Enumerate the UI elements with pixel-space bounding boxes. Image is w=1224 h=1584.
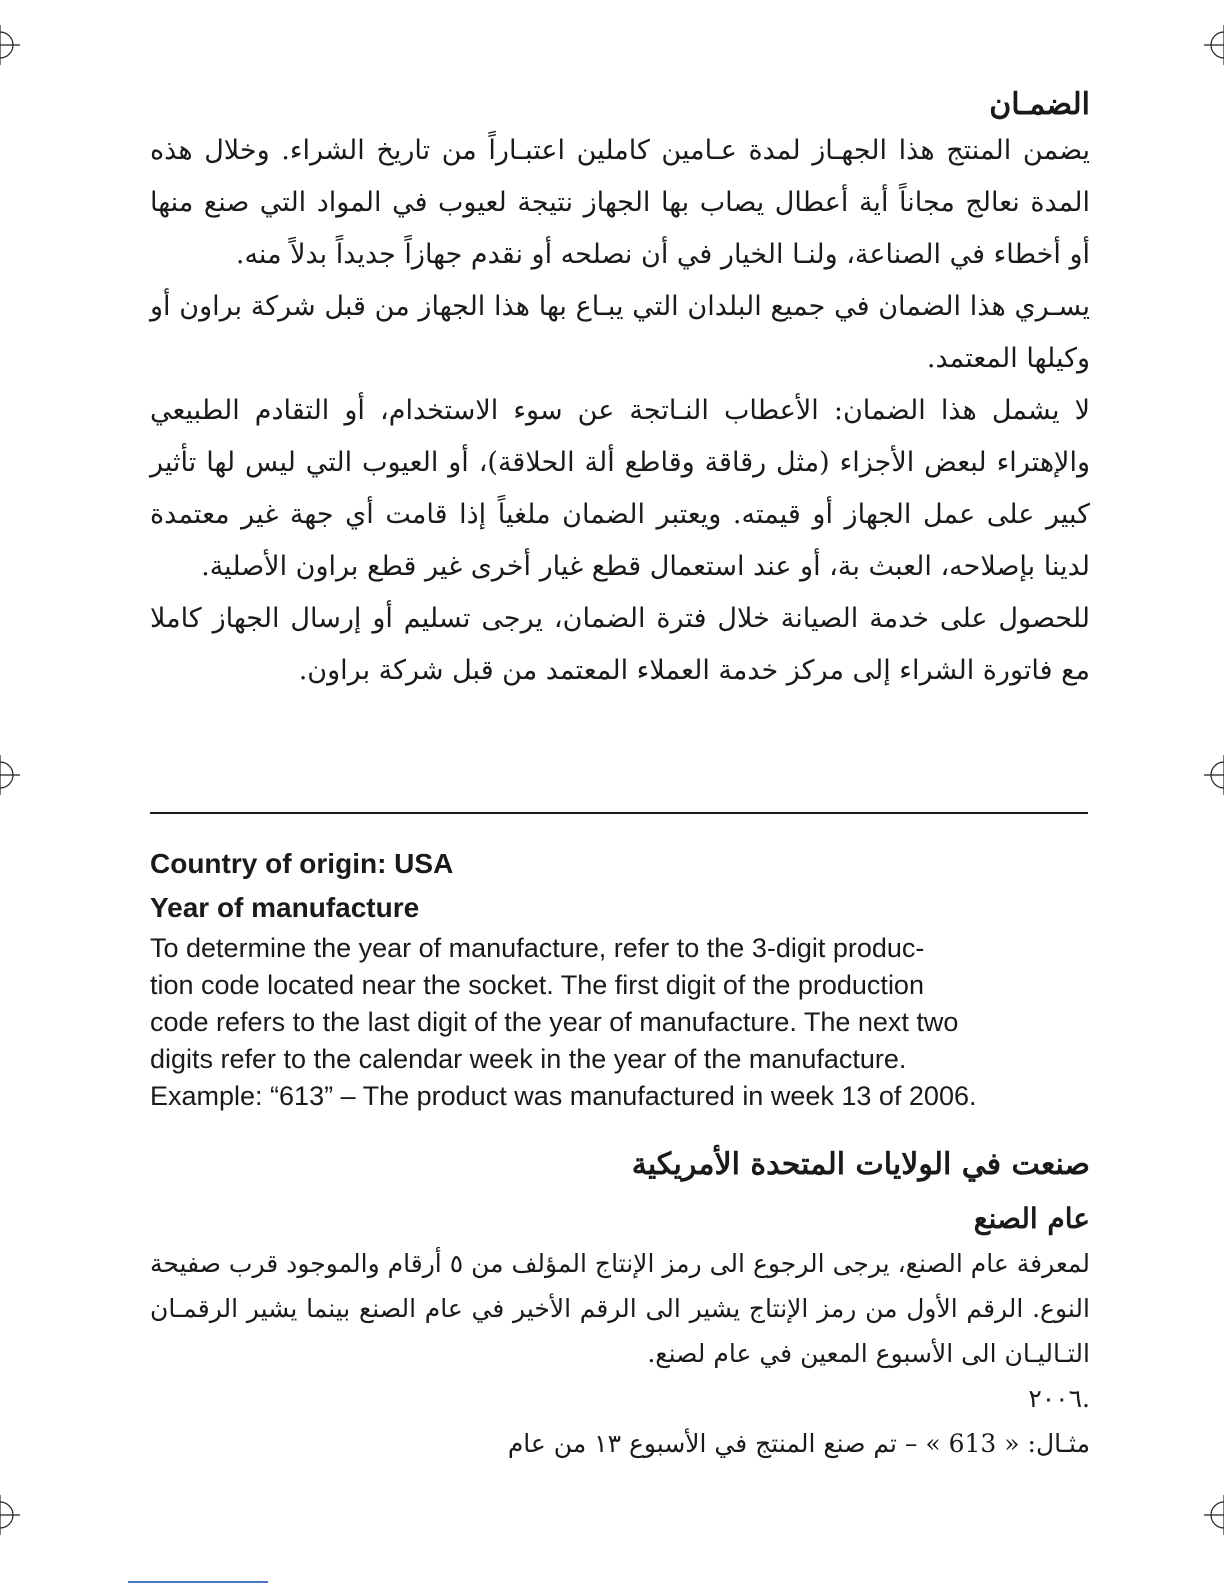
arabic-country-of-origin: صنعت في الولايات المتحدة الأمريكية	[631, 1147, 1090, 1182]
country-of-origin-heading: Country of origin: USA	[150, 848, 454, 879]
arabic-year-value: .٢٠٠٦	[1028, 1384, 1090, 1413]
warranty-title: الضمـان	[989, 87, 1090, 122]
year-line: digits refer to the calendar week in the year of the manufacture.	[150, 1044, 907, 1074]
arabic-example-line: مثـال: « 613 » – تم صنع المنتج في الأسبوع ١٣ من عام	[507, 1429, 1090, 1458]
english-origin-section	[150, 842, 1090, 1115]
crop-mark-icon	[1204, 755, 1224, 795]
crop-mark-icon	[0, 755, 20, 795]
year-example-line: Example: “613” – The product was manufactured in week 13 of 2006.	[150, 1081, 977, 1111]
arabic-year-heading: عام الصنع	[973, 1202, 1090, 1235]
warranty-section	[150, 85, 1090, 697]
year-line: tion code located near the socket. The first digit of the production	[150, 970, 924, 1000]
crop-mark-icon	[1204, 25, 1224, 65]
footer-rule	[128, 1581, 268, 1583]
arabic-origin-section	[150, 1145, 1090, 1466]
crop-mark-icon	[0, 25, 20, 65]
crop-mark-icon	[0, 1495, 20, 1535]
year-of-manufacture-heading: Year of manufacture	[150, 892, 420, 923]
arabic-year-paragraph: لمعرفة عام الصنع، يرجى الرجوع الى رمز الإنتاج المؤلف من ٥ أرقام والموجود قرب صفيحة النوع. الرقم الأول من رمز الإنتاج يشير الى الرقم الأخير في عام الصنع بينما يشير الرقمـان التـاليـان الى الأسبوع المعين في عام لصنع.	[150, 1249, 1090, 1368]
year-line: To determine the year of manufacture, refer to the 3-digit produc-	[150, 933, 925, 963]
warranty-paragraph: يضمن المنتج هذا الجهـاز لمدة عـامين كاملين اعتبـاراً من تاريخ الشراء. وخلال هذه المدة نعالج مجاناً أية أعطال يصاب بها الجهاز نتيجة لعيوب في المواد التي صنع منها أو أخطاء في الصناعة، ولنـا الخيار في أن نصلحه أو نقدم جهازاً جديداً بدلاً منه.	[150, 135, 1090, 270]
warranty-paragraph: لا يشمل هذا الضمان: الأعطاب النـاتجة عن سوء الاستخدام، أو التقادم الطبيعي والإهتراء لبعض الأجزاء (مثل رقاقة وقاطع ألة الحلاقة)، أو العيوب التي ليس لها تأثير كبير على عمل الجهاز أو قيمته. ويعتبر الضمان ملغياً إذا قامت أي جهة غير معتمدة لدينا بإصلاحه، العبث بة، أو عند استعمال قطع غيار أخرى غير قطع براون الأصلية.	[150, 395, 1090, 582]
crop-mark-icon	[1204, 1495, 1224, 1535]
section-divider	[150, 812, 1088, 814]
year-line: code refers to the last digit of the year of manufacture. The next two	[150, 1007, 959, 1037]
warranty-paragraph: للحصول على خدمة الصيانة خلال فترة الضمان، يرجى تسليم أو إرسال الجهاز كاملا مع فاتورة الشراء إلى مركز خدمة العملاء المعتمد من قبل شركة براون.	[150, 603, 1090, 686]
warranty-paragraph: يسـري هذا الضمان في جميع البلدان التي يبـاع بها هذا الجهاز من قبل شركة براون أو وكيلها المعتمد.	[150, 291, 1090, 374]
